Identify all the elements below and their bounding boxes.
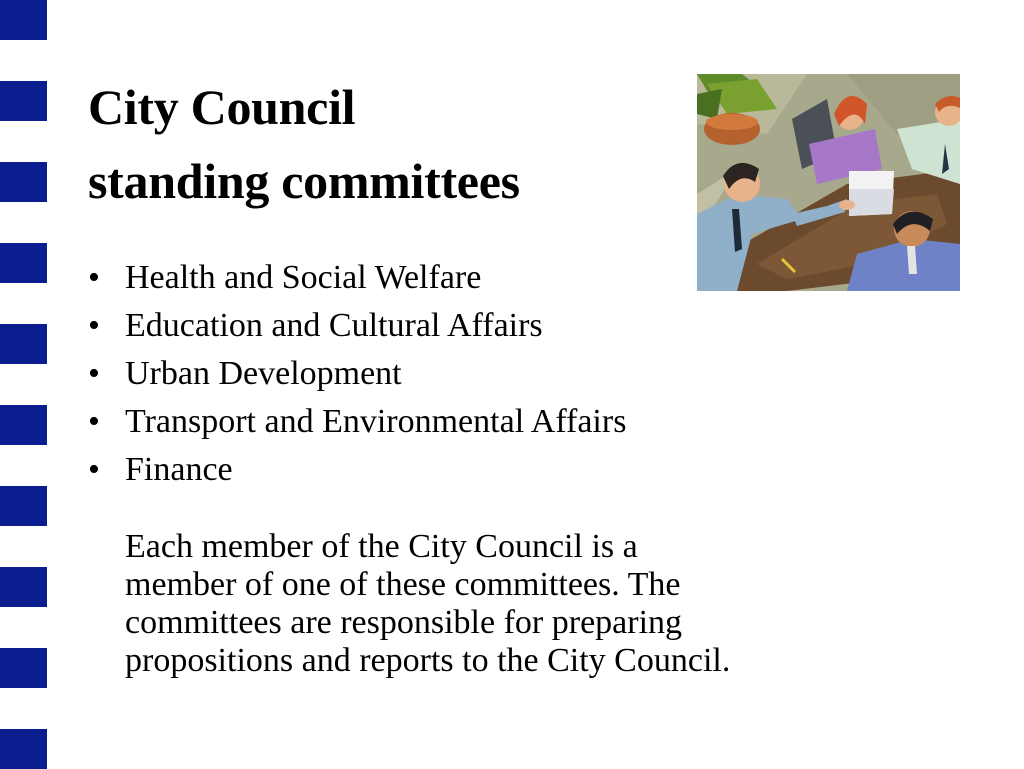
paragraph-line: Each member of the City Council is a — [125, 528, 638, 565]
bullet-icon: • — [88, 403, 100, 440]
committee-name: Education and Cultural Affairs — [125, 307, 543, 344]
bullet-icon: • — [88, 451, 100, 488]
committee-list — [88, 254, 626, 494]
committee-name: Finance — [125, 451, 233, 488]
decorative-square — [0, 243, 47, 283]
list-item — [88, 446, 626, 494]
committee-name: Urban Development — [125, 355, 402, 392]
list-item — [88, 398, 626, 446]
meeting-clipart-icon — [697, 74, 960, 291]
decorative-square — [0, 729, 47, 769]
slide-title — [88, 70, 520, 218]
list-item — [88, 302, 626, 350]
paragraph-line: propositions and reports to the City Council. — [125, 642, 731, 679]
committee-name: Health and Social Welfare — [125, 259, 482, 296]
slide-title-line: City Council — [88, 79, 356, 135]
decorative-square — [0, 648, 47, 688]
bullet-icon: • — [88, 307, 100, 344]
decorative-square — [0, 162, 47, 202]
list-item — [88, 350, 626, 398]
decorative-square — [0, 405, 47, 445]
description-paragraph — [125, 528, 845, 680]
list-item — [88, 254, 626, 302]
paragraph-line: committees are responsible for preparing — [125, 604, 683, 641]
decorative-square — [0, 486, 47, 526]
side-decoration-strip — [0, 0, 48, 768]
decorative-square — [0, 0, 47, 40]
decorative-square — [0, 324, 47, 364]
decorative-square — [0, 81, 47, 121]
committee-name: Transport and Environmental Affairs — [125, 403, 627, 440]
bullet-icon: • — [88, 355, 100, 392]
slide-title-line: standing committees — [88, 153, 520, 209]
paragraph-line: member of one of these committees. The — [125, 566, 681, 603]
bullet-icon: • — [88, 259, 100, 296]
decorative-square — [0, 567, 47, 607]
